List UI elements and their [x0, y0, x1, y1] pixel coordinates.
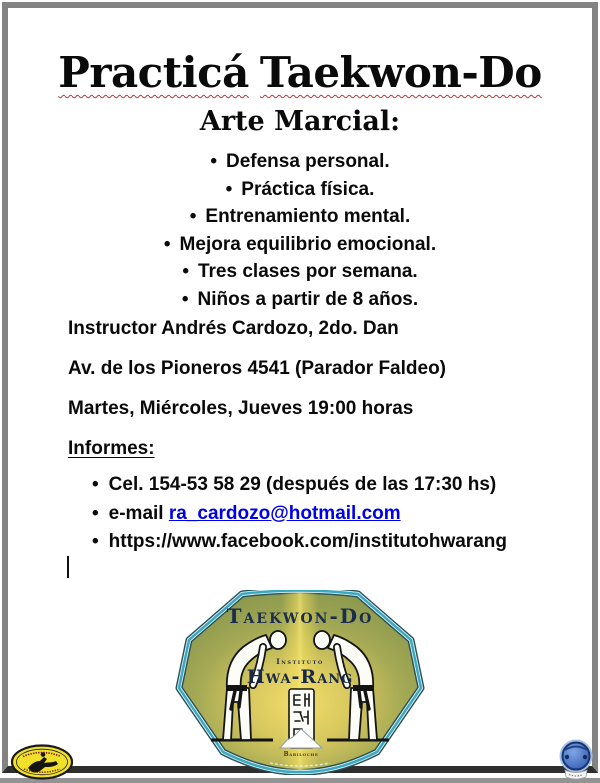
badge-hwa-rang: Hwa-Rang [246, 666, 354, 688]
title-word-practica: Practicá [58, 48, 249, 97]
phone-line [92, 472, 507, 501]
facebook-line [92, 529, 507, 558]
bullet-icon: • [163, 233, 171, 255]
phone-text: Cel. 154-53 58 29 (después de las 17:30 hs) [108, 474, 497, 495]
club-badge-logo [175, 590, 425, 775]
contact-heading: Informes: [68, 438, 155, 459]
bullet-icon: • [210, 151, 217, 172]
schedule-line: Martes, Miércoles, Jueves 19:00 horas [68, 398, 414, 419]
benefits-list [0, 148, 600, 313]
bullet-icon: • [92, 474, 99, 495]
bullet-icon: • [181, 288, 189, 310]
benefit-text: Práctica física. [241, 178, 375, 200]
bullet-icon: • [189, 206, 197, 227]
email-link[interactable]: ra_cardozo@hotmail.com [168, 502, 401, 524]
page-title [0, 48, 600, 97]
list-item [0, 148, 600, 176]
bullet-icon: • [225, 178, 233, 200]
title-word-taekwondo: Taekwon-Do [259, 48, 542, 97]
benefit-text: Defensa personal. [225, 151, 390, 172]
list-item [0, 258, 600, 286]
contact-list [92, 472, 507, 558]
badge-instituto: Instituto [276, 657, 324, 666]
benefit-text: Entrenamiento mental. [205, 206, 411, 227]
bullet-icon: • [182, 261, 189, 282]
benefit-text: Mejora equilibrio emocional. [179, 233, 437, 255]
subtitle: Arte Marcial: [199, 106, 401, 137]
instructor-line: Instructor Andrés Cardozo, 2do. Dan [68, 318, 399, 339]
text-cursor[interactable] [67, 556, 69, 578]
list-item [0, 203, 600, 231]
email-label: e-mail [108, 502, 169, 524]
address-line: Av. de los Pioneros 4541 (Parador Faldeo) [68, 358, 447, 379]
email-line [92, 501, 507, 530]
facebook-url: https://www.facebook.com/institutohwarang [108, 531, 507, 552]
itf-globe-logo [558, 738, 594, 783]
list-item [0, 286, 600, 314]
list-item [0, 176, 600, 204]
benefit-text: Tres clases por semana. [197, 261, 418, 282]
bullet-icon: • [92, 502, 99, 524]
badge-city: Bariloche [283, 751, 319, 758]
benefit-text: Niños a partir de 8 años. [197, 288, 419, 310]
bullet-icon: • [92, 531, 99, 552]
federation-oval-logo [10, 744, 74, 780]
list-item [0, 231, 600, 259]
page-border-bottom [0, 778, 600, 783]
details-block [68, 318, 446, 438]
badge-title: Taekwon-Do [226, 604, 374, 628]
